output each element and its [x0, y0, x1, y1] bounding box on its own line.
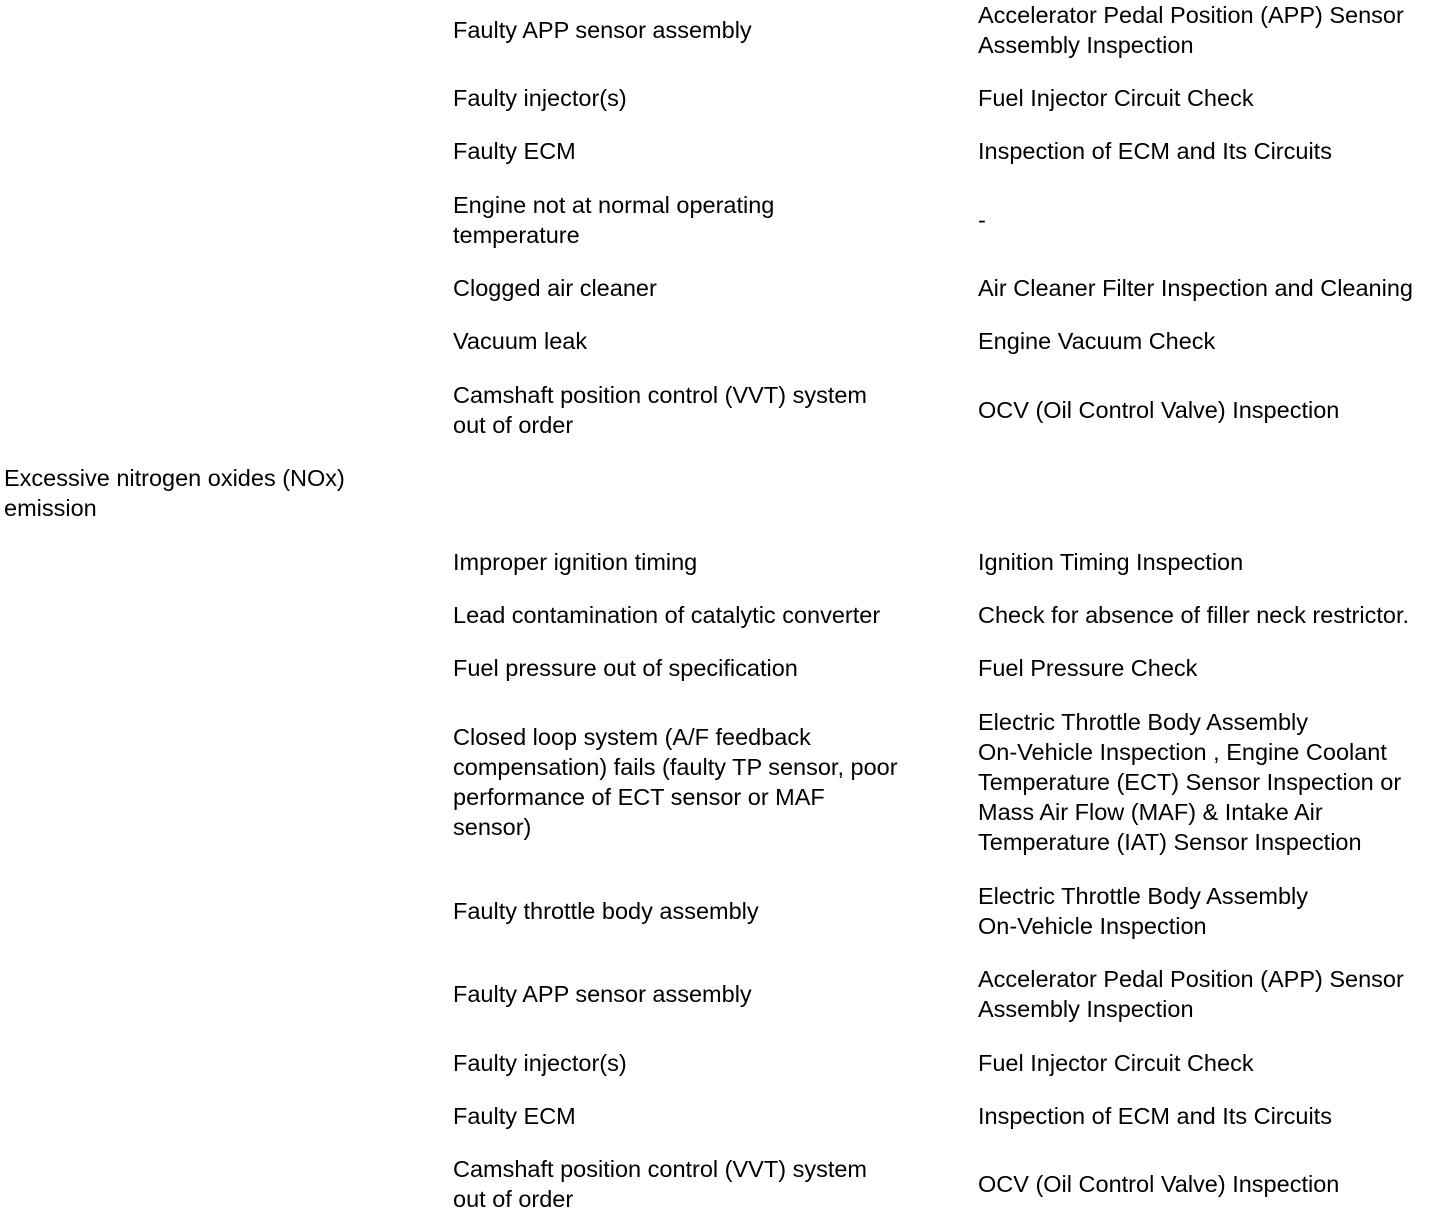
table-row	[0, 0, 1456, 60]
cause-cell: Faulty APP sensor assembly	[453, 17, 752, 43]
table-row	[0, 190, 1456, 250]
action-cell: OCV (Oil Control Valve) Inspection	[978, 1171, 1340, 1197]
action-cell: Engine Vacuum Check	[978, 328, 1216, 354]
action-cell: Check for absence of filler neck restrictor.	[978, 602, 1410, 628]
table-row	[0, 964, 1456, 1024]
table-row	[0, 653, 1456, 683]
table-row	[0, 547, 1456, 577]
action-cell: Fuel Injector Circuit Check	[978, 85, 1254, 111]
action-cell: -	[978, 207, 986, 233]
table-row	[0, 1048, 1456, 1078]
action-cell: Electric Throttle Body Assembly On-Vehicle Inspection , Engine Coolant Temperature (ECT) Sensor Inspection or Mass Air Flow (MAF) & Intake Air Temperature (IAT) Sensor Inspection	[978, 709, 1402, 855]
cause-cell: Fuel pressure out of specification	[453, 655, 798, 681]
action-cell: Fuel Injector Circuit Check	[978, 1050, 1254, 1076]
table-row	[0, 1154, 1456, 1214]
cause-cell: Improper ignition timing	[453, 549, 698, 575]
action-cell: Inspection of ECM and Its Circuits	[978, 1103, 1332, 1129]
action-cell: Inspection of ECM and Its Circuits	[978, 138, 1332, 164]
cause-cell: Camshaft position control (VVT) system out of order	[453, 1156, 867, 1212]
cause-cell: Faulty APP sensor assembly	[453, 981, 752, 1007]
cause-cell: Faulty injector(s)	[453, 85, 627, 111]
cause-cell: Clogged air cleaner	[453, 275, 657, 301]
cause-cell: Faulty throttle body assembly	[453, 898, 759, 924]
table-row	[0, 600, 1456, 630]
cause-cell: Engine not at normal operating temperature	[453, 192, 775, 248]
cause-cell: Faulty ECM	[453, 1103, 576, 1129]
table-row	[0, 380, 1456, 440]
table-row	[0, 326, 1456, 356]
action-cell: Electric Throttle Body Assembly On-Vehicle Inspection	[978, 883, 1308, 939]
action-cell: Accelerator Pedal Position (APP) Sensor Assembly Inspection	[978, 966, 1404, 1022]
table-row	[0, 83, 1456, 113]
table-row	[0, 136, 1456, 166]
action-cell: Ignition Timing Inspection	[978, 549, 1244, 575]
symptom-label: Excessive nitrogen oxides (NOx) emission	[4, 465, 345, 521]
action-cell: Fuel Pressure Check	[978, 655, 1198, 681]
cause-cell: Vacuum leak	[453, 328, 588, 354]
cause-cell: Closed loop system (A/F feedback compensation) fails (faulty TP sensor, poor performance of ECT sensor or MAF sensor)	[453, 724, 898, 840]
cause-cell: Faulty injector(s)	[453, 1050, 627, 1076]
cause-cell: Faulty ECM	[453, 138, 576, 164]
action-cell: Air Cleaner Filter Inspection and Cleaning	[978, 275, 1413, 301]
table-row	[0, 881, 1456, 941]
table-row	[0, 273, 1456, 303]
action-cell: Accelerator Pedal Position (APP) Sensor Assembly Inspection	[978, 2, 1404, 58]
cause-cell: Camshaft position control (VVT) system out of order	[453, 382, 867, 438]
action-cell: OCV (Oil Control Valve) Inspection	[978, 397, 1340, 423]
table-row	[0, 1101, 1456, 1131]
table-row	[0, 707, 1456, 857]
cause-cell: Lead contamination of catalytic converter	[453, 602, 881, 628]
